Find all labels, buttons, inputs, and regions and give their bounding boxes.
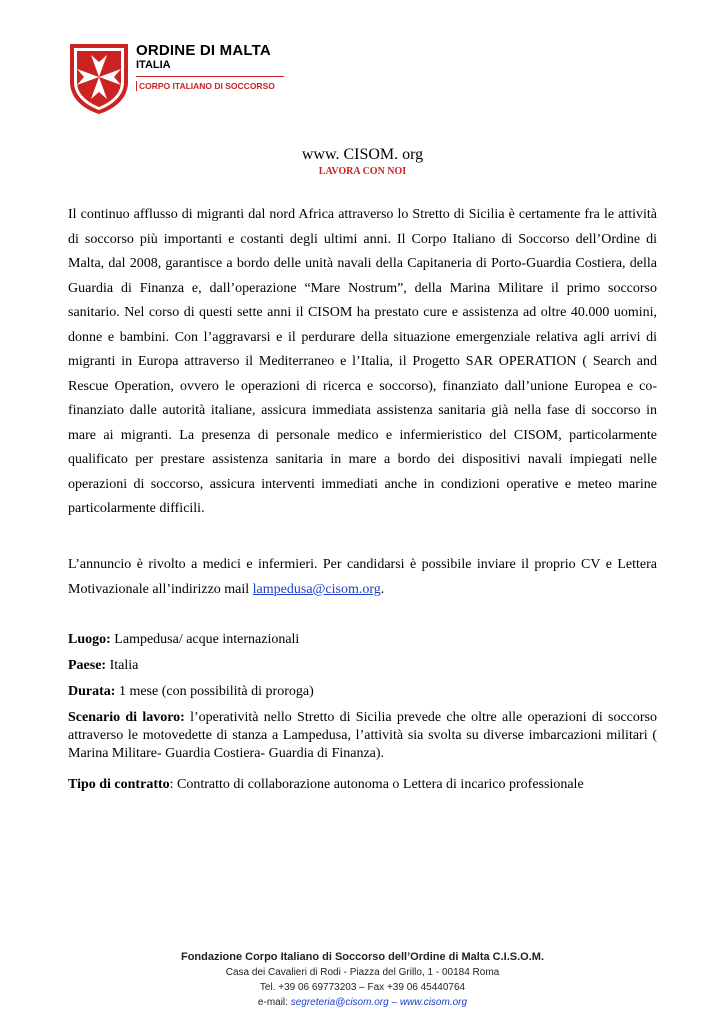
footer-phone: Tel. +39 06 69773203 – Fax +39 06 45440764 bbox=[259, 982, 466, 993]
intro-paragraph: Il continuo afflusso di migranti dal nord Africa attraverso lo Stretto di Sicilia è certamente fra le attività di soccorso più importanti e costanti degli ultimi anni. Il Corpo Italiano di Soccorso dell’Ordine di Malta, dal 2008, garantisce a bordo delle unità navali della Capitaneria di Porto-Guardia Costiera, della Guardia di Finanza e, dall’operazione “Mare Nostrum”, della Marina Militare il primo soccorso sanitario. Nel corso di questi sette anni il CISOM ha prestato cure e assistenza ad oltre 40.000 uomini, donne e bambini. Con l’aggravarsi e il perdurare della situazione emergenziale relativa agli arrivi di migranti in Europa attraverso il Mediterraneo e l’Italia, il Progetto SAR OPERATION ( Search and Rescue Operation, ovvero le operazioni di ricerca e soccorso), finanziato dall’unione Europea e co-finanziato dalle autorità italiane, assicura immediata assistenza sanitaria già nella fase di soccorso in mare ai migranti. La presenza di personale medico e infermieristico del CISOM, particolarmente qualificato per prestare assistenza sanitaria in mare a bordo dei dispositivi navali impiegati nelle operazioni di soccorso, assicura interventi immediati anche in condizioni operative e meteo marine particolarmente difficili. bbox=[68, 207, 657, 516]
site-url: www. CISOM. org bbox=[301, 146, 424, 163]
footer-email-prefix: e-mail: bbox=[257, 997, 291, 1008]
scenario-label: Scenario di lavoro: bbox=[68, 710, 185, 725]
luogo-value: Lampedusa/ acque internazionali bbox=[110, 632, 300, 647]
page-title: LAVORA CON NOI bbox=[318, 166, 407, 177]
footer-email-link[interactable]: segreteria@cisom.org bbox=[290, 997, 389, 1008]
logo-title: ORDINE DI MALTA bbox=[136, 42, 271, 59]
durata-label: Durata: bbox=[68, 684, 116, 699]
application-paragraph bbox=[68, 553, 657, 602]
logo-text bbox=[136, 42, 288, 91]
tipo-value: : Contratto di collaborazione autonoma o Lettera di incarico professionale bbox=[169, 777, 584, 792]
durata-value: 1 mese (con possibilità di proroga) bbox=[115, 684, 314, 699]
luogo-label: Luogo: bbox=[68, 632, 111, 647]
footer-title: Fondazione Corpo Italiano di Soccorso dell’Ordine di Malta C.I.S.O.M. bbox=[180, 951, 545, 963]
application-text: L’annuncio è rivolto a medici e infermieri. Per candidarsi è possibile inviare il proprio CV e Lettera Motivazionale all’indirizzo mail bbox=[68, 557, 657, 597]
footer bbox=[0, 950, 725, 1010]
field-luogo bbox=[68, 631, 657, 649]
logo-subtitle: ITALIA bbox=[136, 59, 171, 71]
footer-separator: – bbox=[388, 997, 400, 1008]
field-paese bbox=[68, 657, 657, 675]
field-tipo-contratto bbox=[68, 776, 657, 794]
logo-divider bbox=[136, 76, 284, 77]
logo-corps: CORPO ITALIANO DI SOCCORSO bbox=[136, 81, 288, 91]
scenario-value: l’operatività nello Stretto di Sicilia prevede che oltre alle operazioni di soccorso attraverso le motovedette di stanza a Lampedusa, l’attività sia svolta su diverse imbarcazioni militari ( Marina Militare- Guardia Costiera- Guardia di Finanza). bbox=[68, 710, 657, 761]
footer-contacts bbox=[0, 995, 725, 1010]
tipo-label: Tipo di contratto bbox=[68, 777, 170, 792]
paese-label: Paese: bbox=[68, 658, 107, 673]
field-scenario bbox=[68, 709, 657, 763]
email-link[interactable]: lampedusa@cisom.org bbox=[252, 581, 381, 597]
paese-value: Italia bbox=[106, 658, 139, 673]
application-end: . bbox=[380, 581, 385, 597]
footer-address: Casa dei Cavalieri di Rodi - Piazza del Grillo, 1 - 00184 Roma bbox=[225, 967, 500, 978]
field-durata bbox=[68, 683, 657, 701]
maltese-cross-shield-icon bbox=[68, 42, 130, 116]
footer-website-link[interactable]: www.cisom.org bbox=[399, 997, 468, 1008]
logo bbox=[68, 42, 288, 116]
